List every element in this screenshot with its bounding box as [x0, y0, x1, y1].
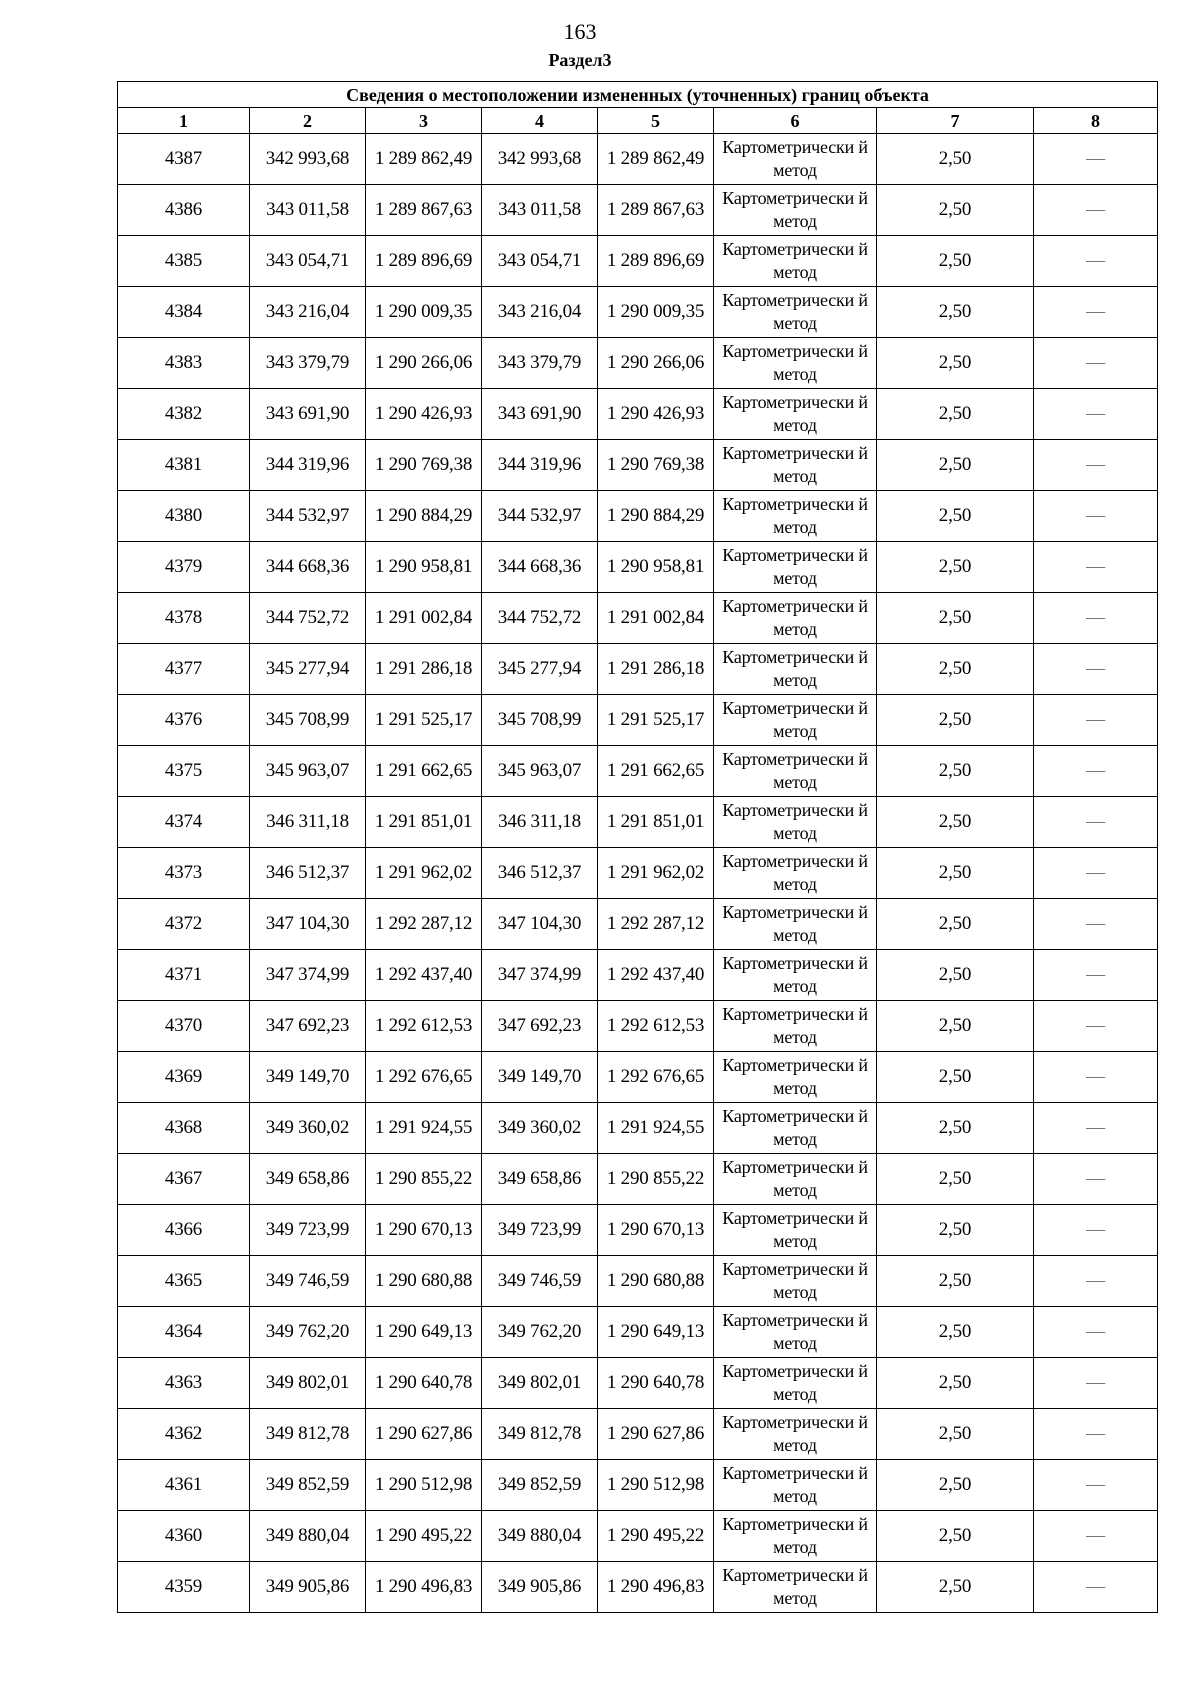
old-x-cell: 349 852,59	[250, 1460, 366, 1511]
new-x-cell: 349 905,86	[482, 1562, 598, 1613]
new-y-cell: 1 290 670,13	[598, 1205, 714, 1256]
table-row	[118, 899, 1158, 950]
old-y-cell: 1 291 662,65	[366, 746, 482, 797]
point-number-cell: 4361	[118, 1460, 250, 1511]
new-y-cell: 1 292 676,65	[598, 1052, 714, 1103]
old-y-cell: 1 290 266,06	[366, 338, 482, 389]
table-row	[118, 1052, 1158, 1103]
method-cell: Картометрически й метод	[714, 695, 877, 746]
old-x-cell: 344 668,36	[250, 542, 366, 593]
old-y-cell: 1 290 426,93	[366, 389, 482, 440]
old-y-cell: 1 290 680,88	[366, 1256, 482, 1307]
description-cell: —	[1034, 134, 1158, 185]
accuracy-cell: 2,50	[877, 1205, 1034, 1256]
table-row	[118, 287, 1158, 338]
new-x-cell: 347 374,99	[482, 950, 598, 1001]
old-x-cell: 344 319,96	[250, 440, 366, 491]
method-cell: Картометрически й метод	[714, 1409, 877, 1460]
old-y-cell: 1 291 924,55	[366, 1103, 482, 1154]
table-row	[118, 542, 1158, 593]
new-y-cell: 1 290 958,81	[598, 542, 714, 593]
table-row	[118, 134, 1158, 185]
new-y-cell: 1 290 627,86	[598, 1409, 714, 1460]
accuracy-cell: 2,50	[877, 797, 1034, 848]
point-number-cell: 4370	[118, 1001, 250, 1052]
old-x-cell: 346 311,18	[250, 797, 366, 848]
new-x-cell: 345 963,07	[482, 746, 598, 797]
new-y-cell: 1 291 525,17	[598, 695, 714, 746]
accuracy-cell: 2,50	[877, 185, 1034, 236]
point-number-cell: 4368	[118, 1103, 250, 1154]
point-number-cell: 4385	[118, 236, 250, 287]
table-row	[118, 644, 1158, 695]
accuracy-cell: 2,50	[877, 1409, 1034, 1460]
new-y-cell: 1 290 649,13	[598, 1307, 714, 1358]
method-cell: Картометрически й метод	[714, 1205, 877, 1256]
table-row	[118, 1154, 1158, 1205]
new-x-cell: 343 216,04	[482, 287, 598, 338]
description-cell: —	[1034, 389, 1158, 440]
new-x-cell: 349 723,99	[482, 1205, 598, 1256]
boundary-coordinates-table	[117, 81, 1158, 1613]
new-y-cell: 1 292 287,12	[598, 899, 714, 950]
new-x-cell: 349 812,78	[482, 1409, 598, 1460]
point-number-cell: 4384	[118, 287, 250, 338]
accuracy-cell: 2,50	[877, 338, 1034, 389]
accuracy-cell: 2,50	[877, 1511, 1034, 1562]
column-header: 1	[118, 108, 250, 134]
table-row	[118, 1001, 1158, 1052]
method-cell: Картометрически й метод	[714, 950, 877, 1001]
old-x-cell: 349 658,86	[250, 1154, 366, 1205]
point-number-cell: 4375	[118, 746, 250, 797]
description-cell: —	[1034, 593, 1158, 644]
old-x-cell: 343 054,71	[250, 236, 366, 287]
method-cell: Картометрически й метод	[714, 236, 877, 287]
old-x-cell: 349 746,59	[250, 1256, 366, 1307]
method-cell: Картометрически й метод	[714, 134, 877, 185]
description-cell: —	[1034, 1052, 1158, 1103]
accuracy-cell: 2,50	[877, 950, 1034, 1001]
old-y-cell: 1 290 627,86	[366, 1409, 482, 1460]
accuracy-cell: 2,50	[877, 644, 1034, 695]
table-row	[118, 338, 1158, 389]
table-title: Сведения о местоположении измененных (уточненных) границ объекта	[118, 82, 1158, 108]
point-number-cell: 4372	[118, 899, 250, 950]
accuracy-cell: 2,50	[877, 1460, 1034, 1511]
old-x-cell: 349 360,02	[250, 1103, 366, 1154]
table-row	[118, 236, 1158, 287]
new-x-cell: 343 379,79	[482, 338, 598, 389]
new-y-cell: 1 291 851,01	[598, 797, 714, 848]
method-cell: Картометрически й метод	[714, 1103, 877, 1154]
old-y-cell: 1 290 640,78	[366, 1358, 482, 1409]
point-number-cell: 4387	[118, 134, 250, 185]
old-x-cell: 345 708,99	[250, 695, 366, 746]
accuracy-cell: 2,50	[877, 848, 1034, 899]
column-header: 4	[482, 108, 598, 134]
method-cell: Картометрически й метод	[714, 389, 877, 440]
table-row	[118, 950, 1158, 1001]
page-number: 163	[563, 19, 597, 44]
description-cell: —	[1034, 1001, 1158, 1052]
old-x-cell: 349 880,04	[250, 1511, 366, 1562]
table-row	[118, 797, 1158, 848]
point-number-cell: 4362	[118, 1409, 250, 1460]
method-cell: Картометрически й метод	[714, 848, 877, 899]
old-y-cell: 1 291 962,02	[366, 848, 482, 899]
old-x-cell: 349 802,01	[250, 1358, 366, 1409]
method-cell: Картометрически й метод	[714, 1154, 877, 1205]
new-y-cell: 1 290 009,35	[598, 287, 714, 338]
new-y-cell: 1 290 855,22	[598, 1154, 714, 1205]
new-y-cell: 1 292 437,40	[598, 950, 714, 1001]
old-x-cell: 344 752,72	[250, 593, 366, 644]
table-row	[118, 1103, 1158, 1154]
method-cell: Картометрически й метод	[714, 1562, 877, 1613]
table-row	[118, 1460, 1158, 1511]
description-cell: —	[1034, 287, 1158, 338]
new-y-cell: 1 289 896,69	[598, 236, 714, 287]
point-number-cell: 4369	[118, 1052, 250, 1103]
description-cell: —	[1034, 1511, 1158, 1562]
method-cell: Картометрически й метод	[714, 1460, 877, 1511]
old-x-cell: 349 905,86	[250, 1562, 366, 1613]
table-row	[118, 1409, 1158, 1460]
accuracy-cell: 2,50	[877, 287, 1034, 338]
point-number-cell: 4367	[118, 1154, 250, 1205]
column-header: 6	[714, 108, 877, 134]
old-x-cell: 345 277,94	[250, 644, 366, 695]
accuracy-cell: 2,50	[877, 695, 1034, 746]
description-cell: —	[1034, 542, 1158, 593]
old-y-cell: 1 292 612,53	[366, 1001, 482, 1052]
table-row	[118, 440, 1158, 491]
description-cell: —	[1034, 338, 1158, 389]
old-y-cell: 1 289 896,69	[366, 236, 482, 287]
old-x-cell: 347 692,23	[250, 1001, 366, 1052]
accuracy-cell: 2,50	[877, 593, 1034, 644]
table-row	[118, 1511, 1158, 1562]
description-cell: —	[1034, 1562, 1158, 1613]
table-row	[118, 593, 1158, 644]
old-y-cell: 1 292 437,40	[366, 950, 482, 1001]
old-x-cell: 343 011,58	[250, 185, 366, 236]
description-cell: —	[1034, 1307, 1158, 1358]
new-x-cell: 349 360,02	[482, 1103, 598, 1154]
description-cell: —	[1034, 797, 1158, 848]
point-number-cell: 4371	[118, 950, 250, 1001]
table-row	[118, 1256, 1158, 1307]
description-cell: —	[1034, 695, 1158, 746]
accuracy-cell: 2,50	[877, 440, 1034, 491]
new-y-cell: 1 291 924,55	[598, 1103, 714, 1154]
old-x-cell: 347 374,99	[250, 950, 366, 1001]
point-number-cell: 4376	[118, 695, 250, 746]
method-cell: Картометрически й метод	[714, 593, 877, 644]
old-y-cell: 1 290 512,98	[366, 1460, 482, 1511]
new-y-cell: 1 290 512,98	[598, 1460, 714, 1511]
accuracy-cell: 2,50	[877, 1154, 1034, 1205]
description-cell: —	[1034, 491, 1158, 542]
new-x-cell: 349 658,86	[482, 1154, 598, 1205]
method-cell: Картометрически й метод	[714, 1307, 877, 1358]
description-cell: —	[1034, 1103, 1158, 1154]
new-y-cell: 1 292 612,53	[598, 1001, 714, 1052]
new-x-cell: 345 277,94	[482, 644, 598, 695]
column-header: 8	[1034, 108, 1158, 134]
accuracy-cell: 2,50	[877, 1358, 1034, 1409]
accuracy-cell: 2,50	[877, 236, 1034, 287]
new-y-cell: 1 289 867,63	[598, 185, 714, 236]
old-y-cell: 1 290 649,13	[366, 1307, 482, 1358]
new-y-cell: 1 290 266,06	[598, 338, 714, 389]
description-cell: —	[1034, 899, 1158, 950]
method-cell: Картометрически й метод	[714, 185, 877, 236]
new-y-cell: 1 290 495,22	[598, 1511, 714, 1562]
description-cell: —	[1034, 1256, 1158, 1307]
table-row	[118, 1307, 1158, 1358]
old-y-cell: 1 292 676,65	[366, 1052, 482, 1103]
old-x-cell: 349 723,99	[250, 1205, 366, 1256]
new-x-cell: 346 512,37	[482, 848, 598, 899]
method-cell: Картометрически й метод	[714, 338, 877, 389]
old-y-cell: 1 291 286,18	[366, 644, 482, 695]
new-x-cell: 343 011,58	[482, 185, 598, 236]
new-x-cell: 342 993,68	[482, 134, 598, 185]
accuracy-cell: 2,50	[877, 1256, 1034, 1307]
point-number-cell: 4363	[118, 1358, 250, 1409]
new-y-cell: 1 290 640,78	[598, 1358, 714, 1409]
point-number-cell: 4381	[118, 440, 250, 491]
new-y-cell: 1 290 496,83	[598, 1562, 714, 1613]
table-row	[118, 1205, 1158, 1256]
point-number-cell: 4379	[118, 542, 250, 593]
table-row	[118, 848, 1158, 899]
method-cell: Картометрически й метод	[714, 1358, 877, 1409]
old-x-cell: 349 149,70	[250, 1052, 366, 1103]
point-number-cell: 4366	[118, 1205, 250, 1256]
table-row	[118, 1562, 1158, 1613]
new-y-cell: 1 291 286,18	[598, 644, 714, 695]
description-cell: —	[1034, 950, 1158, 1001]
old-x-cell: 343 691,90	[250, 389, 366, 440]
point-number-cell: 4360	[118, 1511, 250, 1562]
old-y-cell: 1 290 958,81	[366, 542, 482, 593]
old-y-cell: 1 290 495,22	[366, 1511, 482, 1562]
point-number-cell: 4377	[118, 644, 250, 695]
method-cell: Картометрически й метод	[714, 797, 877, 848]
table-body	[118, 134, 1158, 1613]
description-cell: —	[1034, 746, 1158, 797]
old-x-cell: 343 379,79	[250, 338, 366, 389]
accuracy-cell: 2,50	[877, 1103, 1034, 1154]
point-number-cell: 4380	[118, 491, 250, 542]
old-x-cell: 347 104,30	[250, 899, 366, 950]
table-row	[118, 1358, 1158, 1409]
column-header-row	[118, 108, 1158, 134]
old-y-cell: 1 290 884,29	[366, 491, 482, 542]
point-number-cell: 4382	[118, 389, 250, 440]
new-y-cell: 1 291 962,02	[598, 848, 714, 899]
old-y-cell: 1 289 867,63	[366, 185, 482, 236]
old-x-cell: 349 762,20	[250, 1307, 366, 1358]
description-cell: —	[1034, 848, 1158, 899]
new-x-cell: 346 311,18	[482, 797, 598, 848]
description-cell: —	[1034, 1205, 1158, 1256]
new-y-cell: 1 290 884,29	[598, 491, 714, 542]
point-number-cell: 4383	[118, 338, 250, 389]
point-number-cell: 4359	[118, 1562, 250, 1613]
method-cell: Картометрически й метод	[714, 491, 877, 542]
new-x-cell: 349 762,20	[482, 1307, 598, 1358]
method-cell: Картометрически й метод	[714, 1001, 877, 1052]
new-y-cell: 1 291 002,84	[598, 593, 714, 644]
description-cell: —	[1034, 185, 1158, 236]
new-x-cell: 347 692,23	[482, 1001, 598, 1052]
new-y-cell: 1 289 862,49	[598, 134, 714, 185]
old-y-cell: 1 292 287,12	[366, 899, 482, 950]
table-row	[118, 695, 1158, 746]
description-cell: —	[1034, 236, 1158, 287]
old-x-cell: 349 812,78	[250, 1409, 366, 1460]
point-number-cell: 4365	[118, 1256, 250, 1307]
column-header: 3	[366, 108, 482, 134]
new-x-cell: 344 668,36	[482, 542, 598, 593]
new-x-cell: 349 880,04	[482, 1511, 598, 1562]
new-x-cell: 345 708,99	[482, 695, 598, 746]
method-cell: Картометрически й метод	[714, 1052, 877, 1103]
old-y-cell: 1 291 851,01	[366, 797, 482, 848]
old-y-cell: 1 289 862,49	[366, 134, 482, 185]
new-x-cell: 344 319,96	[482, 440, 598, 491]
point-number-cell: 4378	[118, 593, 250, 644]
accuracy-cell: 2,50	[877, 134, 1034, 185]
new-y-cell: 1 290 426,93	[598, 389, 714, 440]
new-x-cell: 344 752,72	[482, 593, 598, 644]
new-x-cell: 343 691,90	[482, 389, 598, 440]
table-row	[118, 185, 1158, 236]
accuracy-cell: 2,50	[877, 542, 1034, 593]
old-x-cell: 345 963,07	[250, 746, 366, 797]
accuracy-cell: 2,50	[877, 746, 1034, 797]
table-row	[118, 746, 1158, 797]
method-cell: Картометрически й метод	[714, 746, 877, 797]
old-x-cell: 342 993,68	[250, 134, 366, 185]
method-cell: Картометрически й метод	[714, 440, 877, 491]
accuracy-cell: 2,50	[877, 1001, 1034, 1052]
section-title: Раздел3	[548, 50, 612, 70]
old-x-cell: 344 532,97	[250, 491, 366, 542]
description-cell: —	[1034, 1154, 1158, 1205]
new-y-cell: 1 290 680,88	[598, 1256, 714, 1307]
new-x-cell: 347 104,30	[482, 899, 598, 950]
column-header: 2	[250, 108, 366, 134]
new-x-cell: 349 852,59	[482, 1460, 598, 1511]
accuracy-cell: 2,50	[877, 389, 1034, 440]
accuracy-cell: 2,50	[877, 1307, 1034, 1358]
method-cell: Картометрически й метод	[714, 1511, 877, 1562]
description-cell: —	[1034, 1460, 1158, 1511]
table-row	[118, 389, 1158, 440]
old-y-cell: 1 291 002,84	[366, 593, 482, 644]
old-y-cell: 1 290 496,83	[366, 1562, 482, 1613]
new-x-cell: 349 746,59	[482, 1256, 598, 1307]
description-cell: —	[1034, 440, 1158, 491]
description-cell: —	[1034, 1358, 1158, 1409]
new-x-cell: 349 149,70	[482, 1052, 598, 1103]
description-cell: —	[1034, 1409, 1158, 1460]
method-cell: Картометрически й метод	[714, 287, 877, 338]
new-y-cell: 1 290 769,38	[598, 440, 714, 491]
accuracy-cell: 2,50	[877, 899, 1034, 950]
method-cell: Картометрически й метод	[714, 644, 877, 695]
description-cell: —	[1034, 644, 1158, 695]
table-row	[118, 491, 1158, 542]
method-cell: Картометрически й метод	[714, 1256, 877, 1307]
point-number-cell: 4373	[118, 848, 250, 899]
method-cell: Картометрически й метод	[714, 899, 877, 950]
point-number-cell: 4386	[118, 185, 250, 236]
accuracy-cell: 2,50	[877, 1562, 1034, 1613]
new-x-cell: 344 532,97	[482, 491, 598, 542]
new-y-cell: 1 291 662,65	[598, 746, 714, 797]
old-x-cell: 343 216,04	[250, 287, 366, 338]
point-number-cell: 4374	[118, 797, 250, 848]
new-x-cell: 349 802,01	[482, 1358, 598, 1409]
method-cell: Картометрически й метод	[714, 542, 877, 593]
old-y-cell: 1 290 855,22	[366, 1154, 482, 1205]
old-y-cell: 1 290 670,13	[366, 1205, 482, 1256]
old-y-cell: 1 291 525,17	[366, 695, 482, 746]
point-number-cell: 4364	[118, 1307, 250, 1358]
old-y-cell: 1 290 009,35	[366, 287, 482, 338]
accuracy-cell: 2,50	[877, 491, 1034, 542]
old-y-cell: 1 290 769,38	[366, 440, 482, 491]
accuracy-cell: 2,50	[877, 1052, 1034, 1103]
new-x-cell: 343 054,71	[482, 236, 598, 287]
old-x-cell: 346 512,37	[250, 848, 366, 899]
column-header: 7	[877, 108, 1034, 134]
column-header: 5	[598, 108, 714, 134]
table-title-row	[118, 82, 1158, 108]
